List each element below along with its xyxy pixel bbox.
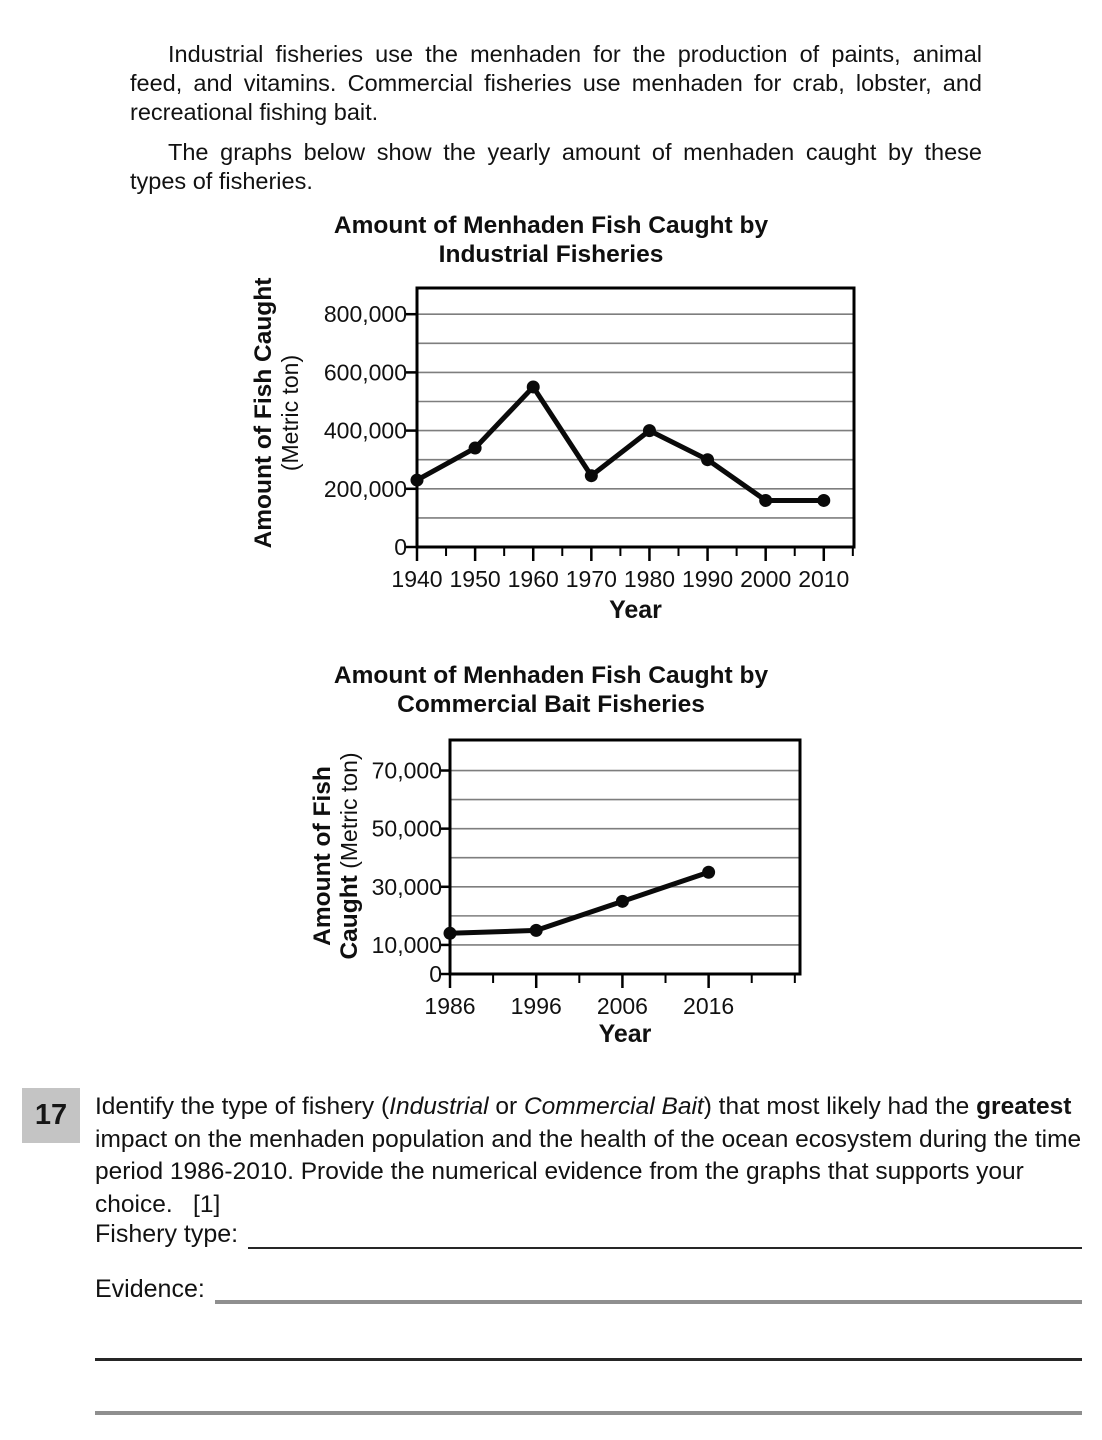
question-text-segment: or <box>488 1093 524 1120</box>
data-point <box>701 453 714 466</box>
x-tick-label: 1986 <box>424 993 476 1019</box>
y-tick-label: 0 <box>394 534 407 560</box>
x-tick-label: 1990 <box>681 566 734 592</box>
x-tick-label: 1960 <box>507 566 559 592</box>
chart-title-line: Industrial Fisheries <box>438 241 664 268</box>
chart-title-line: Amount of Menhaden Fish Caught by <box>333 662 769 689</box>
commercial-bait-fisheries-chart <box>330 730 820 1052</box>
y-tick-label: 70,000 <box>371 757 442 784</box>
data-point <box>817 494 830 507</box>
x-tick-label: 1950 <box>449 566 501 592</box>
data-line <box>450 872 709 933</box>
y-tick-label: 30,000 <box>371 873 442 900</box>
y-tick-label: 600,000 <box>323 359 407 386</box>
data-point <box>444 927 457 940</box>
data-point <box>643 424 656 437</box>
question-text-segment: greatest <box>976 1093 1072 1120</box>
industrial-chart-title <box>101 211 1001 269</box>
intro-paragraph-1: Industrial fisheries use the menhaden for the production of paints, animal feed, and vitamins. Commercial fisheries use menhaden for crab, lobster, and recreational fishing bait. <box>130 40 982 125</box>
question-text-segment: Industrial <box>389 1093 489 1120</box>
question-text <box>95 1091 1085 1221</box>
x-tick-label: 2000 <box>740 566 792 592</box>
evidence-blank-line <box>215 1274 1082 1304</box>
x-axis-title: Year <box>598 1020 652 1048</box>
fishery-type-label: Fishery type: <box>95 1220 239 1248</box>
data-point <box>411 474 424 487</box>
data-point <box>469 442 482 455</box>
y-tick-label: 10,000 <box>371 931 442 958</box>
y-axis-label-units: (Metric ton) <box>277 354 303 472</box>
x-tick-label: 2006 <box>596 993 648 1019</box>
y-tick-label: 800,000 <box>323 301 407 328</box>
commercial-chart-title <box>101 661 1001 719</box>
question-text-segment: Commercial Bait <box>523 1093 704 1120</box>
question-number-badge: 17 <box>22 1088 80 1143</box>
question-text-segment: Identify the type of fishery ( <box>95 1093 390 1120</box>
chart-title-line: Amount of Menhaden Fish Caught by <box>333 212 769 239</box>
y-tick-label: 50,000 <box>371 815 442 842</box>
data-point <box>585 469 598 482</box>
fishery-type-row <box>95 1219 1082 1249</box>
answer-blank-line <box>95 1358 1082 1361</box>
y-axis-label-units: (Metric ton) <box>336 752 362 876</box>
answer-blank-line <box>95 1411 1082 1415</box>
plot-frame <box>417 288 854 547</box>
x-tick-label: 1980 <box>623 566 676 592</box>
x-tick-label: 2016 <box>683 993 735 1019</box>
x-tick-label: 1996 <box>510 993 562 1019</box>
data-point <box>527 380 540 393</box>
intro-paragraph-2: The graphs below show the yearly amount of menhaden caught by these types of fisheries. <box>130 138 982 194</box>
data-point <box>702 866 715 879</box>
industrial-fisheries-chart <box>290 278 870 630</box>
x-tick-label: 1940 <box>391 566 443 592</box>
fishery-type-blank-line <box>248 1219 1082 1249</box>
y-axis-label-line: Amount of Fish <box>309 766 336 946</box>
evidence-row <box>95 1274 1082 1304</box>
y-axis-label-line: Caught <box>336 875 363 960</box>
data-point <box>530 924 543 937</box>
x-tick-label: 1970 <box>565 566 617 592</box>
y-tick-label: 200,000 <box>323 475 407 502</box>
chart-title-line: Commercial Bait Fisheries <box>397 691 705 718</box>
y-tick-label: 0 <box>429 961 442 987</box>
y-axis-label-line: Amount of Fish Caught <box>250 277 277 549</box>
y-tick-label: 400,000 <box>323 417 407 444</box>
question-text-segment: impact on the menhaden population and the health of the ocean ecosystem during the time period 1986-2010. Provide the numerical evidence from the graphs that supports your choice. [1] <box>95 1125 1082 1218</box>
question-text-segment: ) that most likely had the <box>703 1093 977 1120</box>
x-axis-title: Year <box>609 596 662 624</box>
x-tick-label: 2010 <box>798 566 850 592</box>
data-point <box>759 494 772 507</box>
evidence-label: Evidence: <box>95 1275 205 1303</box>
data-point <box>616 895 629 908</box>
